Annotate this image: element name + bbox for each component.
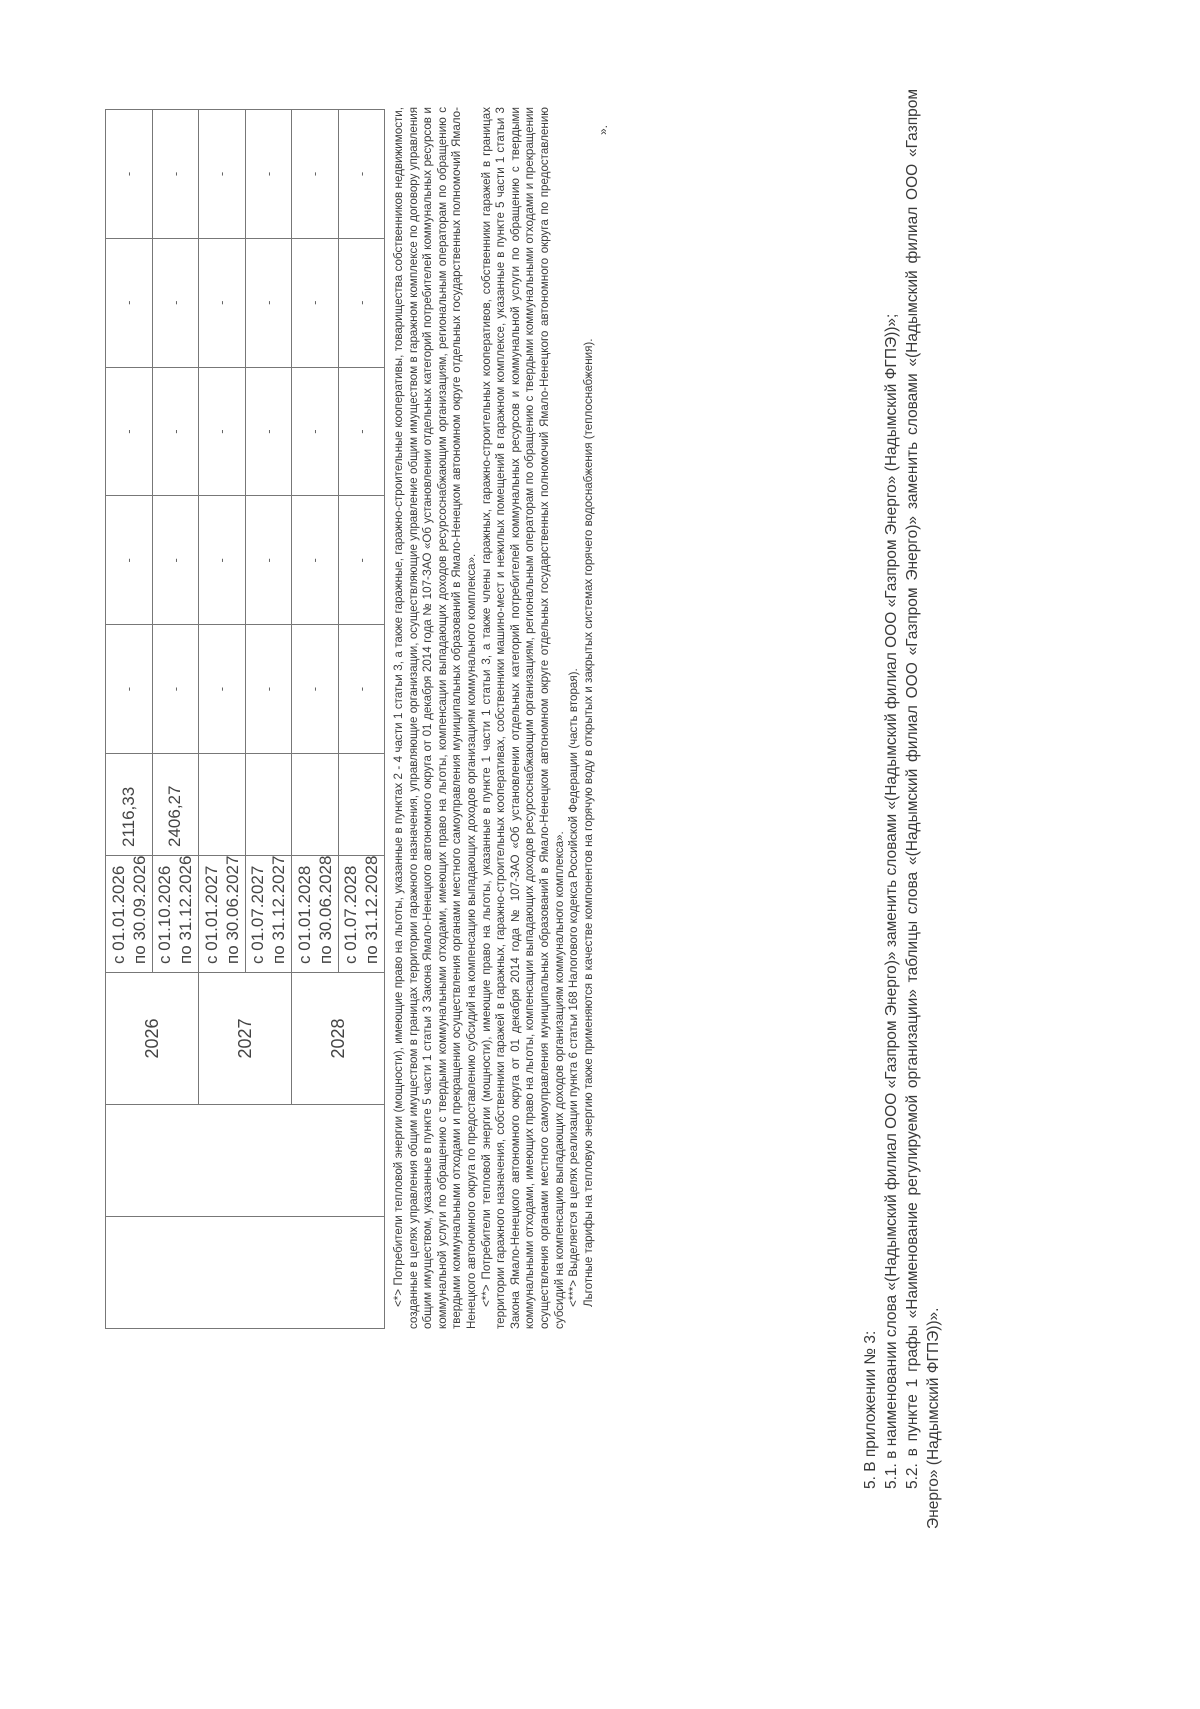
dash-cell: - (292, 625, 339, 754)
period-to: по 30.06.2027 (222, 855, 242, 964)
period-to: по 31.12.2028 (362, 855, 382, 964)
amendment-item-2: 5.2. в пункте 1 графы «Наименование регулируемой организации» таблицы слова «(Надымский филиал ООО «Газпром Энерго)» заменить словами «(Надымский филиал ООО «Газпром Энерго» (Надымский ФГПЭ))». (904, 89, 942, 1529)
dash-cell: - (199, 496, 246, 625)
dash-cell: - (199, 110, 246, 239)
period-cell (245, 856, 292, 973)
dash-cell: - (245, 496, 292, 625)
tariff-table-region (105, 109, 385, 1329)
dash-cell: - (152, 110, 199, 239)
period-from: с 01.01.2028 (294, 865, 314, 964)
period-cell (292, 856, 339, 973)
period-cell (106, 856, 153, 973)
period-to: по 31.12.2026 (176, 855, 196, 964)
blank-cell (106, 1105, 385, 1217)
dash-cell: - (245, 625, 292, 754)
table-row (106, 110, 153, 1329)
dash-cell: - (199, 238, 246, 367)
amendment-item-1: 5.1. в наименовании слова «(Надымский филиал ООО «Газпром Энерго)» заменить словами «(Надымский филиал ООО «Газпром Энерго» (Надымский ФГПЭ))»; (883, 313, 900, 1489)
period-to: по 30.06.2028 (315, 855, 335, 964)
dash-cell: - (338, 625, 385, 754)
dash-cell: - (152, 367, 199, 496)
dash-cell: - (106, 367, 153, 496)
value-cell (199, 754, 246, 856)
period-to: по 31.12.2027 (269, 855, 289, 964)
value-cell: 2406,27 (152, 754, 199, 856)
period-from: с 01.01.2026 (108, 865, 128, 964)
blank-cell (106, 1217, 385, 1329)
period-from: с 01.07.2027 (248, 865, 268, 964)
dash-cell: - (152, 496, 199, 625)
footnote-2: <**> Потребители тепловой энергии (мощности), имеющие право на льготы, указанные в пункте 1 части 1 статьи 3, а также члены гаражных, гаражно-строительных кооперативов, собственники гаражей в границах территории гаражного назначения, собственники гаражей в гаражных, гаражно-строительных кооперативах, собственники машино-мест и нежилых помещений в гаражном комплексе, указанные в пункте 5 части 1 статьи 3 Закона Ямало-Ненецкого автономного округа от 01 декабря 2014 года № 107-ЗАО «Об установлении отдельных категорий потребителей коммунальных ресурсов и коммунальной услуги по обращению с твердыми коммунальными отходами, имеющих право на льготы, компенсации выпадающих доходов ресурсоснабжающим организациям, региональным операторам по обращению с твердыми коммунальными отходами и прекращении осуществления органами местного самоуправления муниципальных образований в Ямало-Ненецком автономном округе отдельных государственных полномочий Ямало-Ненецкого автономного округа по предоставлению субсидий на компенсацию выпадающих доходов организациям коммунального комплекса». (479, 107, 566, 1329)
year-cell: 2026 (106, 973, 199, 1105)
dash-cell: - (292, 367, 339, 496)
value-cell: 2116,33 (106, 754, 153, 856)
closing-quote: ». (596, 125, 611, 136)
dash-cell: - (292, 110, 339, 239)
dash-cell: - (152, 625, 199, 754)
period-from: с 01.01.2027 (201, 865, 221, 964)
period-to: по 30.09.2026 (129, 855, 149, 964)
value-cell (292, 754, 339, 856)
dash-cell: - (338, 110, 385, 239)
dash-cell: - (292, 496, 339, 625)
period-cell (338, 856, 385, 973)
dash-cell: - (199, 625, 246, 754)
year-cell: 2028 (292, 973, 385, 1105)
dash-cell: - (338, 496, 385, 625)
dash-cell: - (106, 625, 153, 754)
dash-cell: - (106, 496, 153, 625)
footnote-3: <***> Выделяется в целях реализации пункта 6 статьи 168 Налогового кодекса Российской Федерации (часть вторая). (567, 668, 581, 1307)
value-cell (338, 754, 385, 856)
dash-cell: - (338, 367, 385, 496)
dash-cell: - (245, 238, 292, 367)
dash-cell: - (292, 238, 339, 367)
footnote-4: Льготные тарифы на тепловую энергию также применяются в качестве компонентов на горячую воду в открытых и закрытых системах горячего водоснабжения (теплоснабжения). (581, 338, 595, 1307)
period-from: с 01.07.2028 (341, 865, 361, 964)
amendment-heading: 5. В приложении № 3: (862, 1330, 879, 1489)
tariff-table (105, 109, 385, 1329)
dash-cell: - (245, 367, 292, 496)
dash-cell: - (152, 238, 199, 367)
dash-cell: - (199, 367, 246, 496)
footnote-1: <*> Потребители тепловой энергии (мощности), имеющие право на льготы, указанные в пунктах 2 - 4 части 1 статьи 3, а также гаражные, гаражно-строительные кооперативы, товарищества собственников недвижимости, созданные в целях управления общим имуществом в границах территории гаражного назначения, управляющие организации, осуществляющие управление общим имуществом в гаражном комплексе по договору управления общим имуществом, указанные в пункте 5 части 1 статьи 3 Закона Ямало-Ненецкого автономного округа от 01 декабря 2014 года № 107-ЗАО «Об установлении отдельных категорий потребителей коммунальных ресурсов и коммунальной услуги по обращению с твердыми коммунальными отходами, имеющих право на льготы, компенсации выпадающих доходов ресурсоснабжающим организациям, региональным операторам по обращению с твердыми коммунальными отходами и прекращении осуществления органами местного самоуправления муниципальных образований в Ямало-Ненецком автономном округе отдельных государственных полномочий Ямало-Ненецкого автономного округа по предоставлению субсидий на компенсацию выпадающих доходов организациям коммунального комплекса». (392, 107, 478, 1329)
value-cell (245, 754, 292, 856)
dash-cell: - (106, 238, 153, 367)
dash-cell: - (338, 238, 385, 367)
period-cell (152, 856, 199, 973)
period-cell (199, 856, 246, 973)
period-from: с 01.10.2026 (155, 865, 175, 964)
year-cell: 2027 (199, 973, 292, 1105)
amendment-section (860, 89, 944, 1529)
footnotes (392, 107, 611, 1329)
dash-cell: - (245, 110, 292, 239)
dash-cell: - (106, 110, 153, 239)
